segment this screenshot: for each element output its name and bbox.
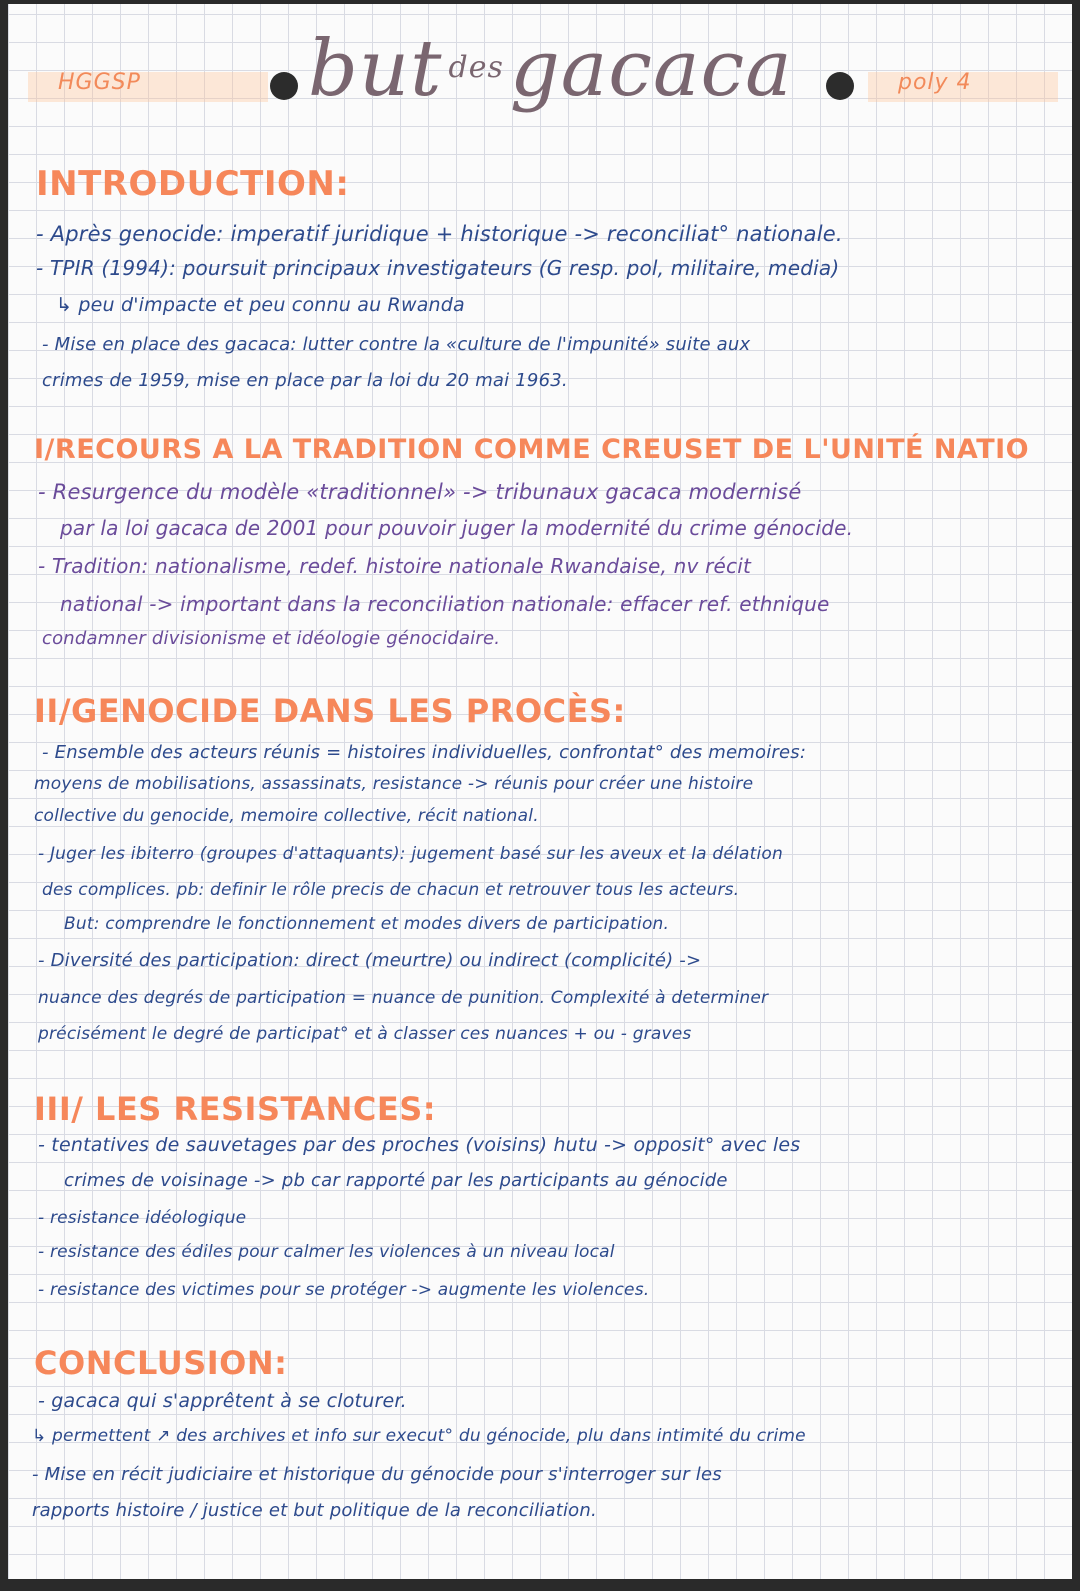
section-1-line: - Tradition: nationalisme, redef. histoire nationale Rwandaise, nv récit	[38, 554, 752, 578]
section-3-heading: III/ LES RESISTANCES:	[34, 1090, 437, 1128]
section-3-line: - resistance des victimes pour se protéger -> augmente les violences.	[38, 1280, 650, 1300]
section-2-line: précisément le degré de participat° et à classer ces nuances + ou - graves	[38, 1024, 692, 1044]
conclusion-line: - Mise en récit judiciaire et historique du génocide pour s'interroger sur les	[32, 1464, 722, 1485]
section-1-line: condamner divisionisme et idéologie génocidaire.	[42, 628, 501, 649]
section-2-line: - Juger les ibiterro (groupes d'attaquants): jugement basé sur les aveux et la délation	[38, 844, 783, 864]
intro-line: - Mise en place des gacaca: lutter contre la «culture de l'impunité» suite aux	[42, 334, 751, 355]
section-3-line: - resistance des édiles pour calmer les violences à un niveau local	[38, 1242, 615, 1262]
title-word-1: but	[308, 24, 443, 114]
section-2-line: des complices. pb: definir le rôle precis de chacun et retrouver tous les acteurs.	[42, 880, 740, 900]
punch-hole-icon	[826, 72, 854, 100]
notebook-page	[8, 4, 1072, 1579]
section-2-line: But: comprendre le fonctionnement et modes divers de participation.	[64, 914, 670, 934]
poly-tag: poly 4	[898, 70, 972, 95]
title-word-3: gacaca	[509, 24, 793, 114]
intro-heading: INTRODUCTION:	[36, 164, 350, 204]
punch-hole-icon	[270, 72, 298, 100]
section-2-line: nuance des degrés de participation = nuance de punition. Complexité à determiner	[38, 988, 769, 1008]
conclusion-line: ↳ permettent ↗ des archives et info sur execut° du génocide, plu dans intimité du crime	[32, 1426, 806, 1446]
section-1-line: national -> important dans la reconciliation nationale: effacer ref. ethnique	[60, 592, 830, 616]
intro-line: - TPIR (1994): poursuit principaux investigateurs (G resp. pol, militaire, media)	[36, 256, 840, 280]
conclusion-line: - gacaca qui s'apprêtent à se cloturer.	[38, 1390, 407, 1412]
title-word-2: des	[448, 50, 504, 85]
subject-tag: HGGSP	[58, 70, 141, 95]
conclusion-heading: CONCLUSION:	[34, 1344, 288, 1382]
section-1-line: par la loi gacaca de 2001 pour pouvoir juger la modernité du crime génocide.	[60, 516, 854, 540]
intro-line: ↳ peu d'impacte et peu connu au Rwanda	[56, 294, 465, 316]
intro-line: crimes de 1959, mise en place par la loi du 20 mai 1963.	[42, 370, 568, 391]
section-2-line: collective du genocide, memoire collective, récit national.	[34, 806, 539, 826]
section-1-heading: I/RECOURS A LA TRADITION COMME CREUSET DE L'UNITÉ NATIO	[34, 434, 1030, 465]
section-2-heading: II/GENOCIDE DANS LES PROCÈS:	[34, 692, 626, 730]
page-title	[308, 24, 793, 114]
section-2-line: moyens de mobilisations, assassinats, resistance -> réunis pour créer une histoire	[34, 774, 754, 794]
section-2-line: - Diversité des participation: direct (meurtre) ou indirect (complicité) ->	[38, 950, 702, 971]
section-1-line: - Resurgence du modèle «traditionnel» -> tribunaux gacaca modernisé	[38, 480, 802, 504]
section-3-line: - resistance idéologique	[38, 1208, 247, 1228]
section-2-line: - Ensemble des acteurs réunis = histoires individuelles, confrontat° des memoires:	[42, 742, 807, 763]
section-3-line: - tentatives de sauvetages par des proches (voisins) hutu -> opposit° avec les	[38, 1134, 801, 1156]
conclusion-line: rapports histoire / justice et but politique de la reconciliation.	[32, 1500, 597, 1521]
intro-line: - Après genocide: imperatif juridique + historique -> reconciliat° nationale.	[36, 222, 843, 246]
section-3-line: crimes de voisinage -> pb car rapporté par les participants au génocide	[64, 1170, 728, 1191]
